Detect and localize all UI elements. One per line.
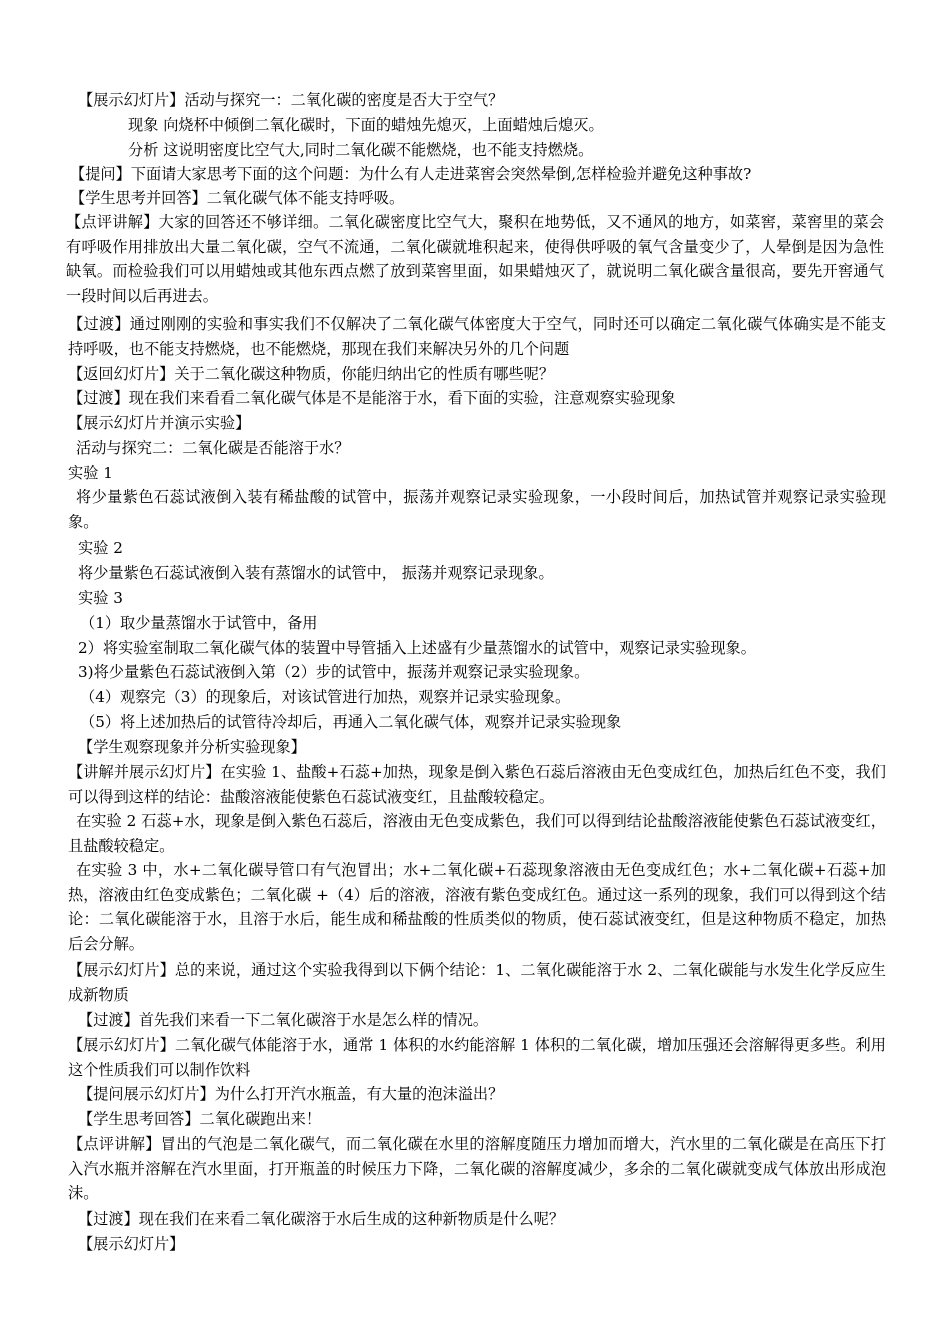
question-paragraph: 【提问】下面请大家思考下面的这个问题：为什么有人走进菜窖会突然晕倒,怎样检验并避免这种事故? [70, 165, 752, 183]
comment-paragraph-2: 【点评讲解】冒出的气泡是二氧化碳气，而二氧化碳在水里的溶解度随压力增加而增大，汽水里的二氧化碳是在高压下打入汽水瓶并溶解在汽水里面，打开瓶盖的时候压力下降，二氧化碳的溶解度减少，多余的二氧化碳就变成气体放出形成泡沫。 [68, 1135, 886, 1203]
transition-line-2: 【过渡】现在我们来看看二氧化碳气体是不是能溶于水，看下面的实验，注意观察实验现象 [68, 389, 676, 407]
return-slide-line: 【返回幻灯片】关于二氧化碳这种物质，你能归纳出它的性质有哪些呢？ [68, 365, 554, 383]
experiment-3-step-5: （5）将上述加热后的试管待冷却后，再通入二氧化碳气体，观察并记录实验现象 [80, 713, 622, 731]
slide-line-final: 【展示幻灯片】 [78, 1235, 185, 1253]
student-answer-line-2: 【学生思考回答】二氧化碳跑出来！ [78, 1110, 321, 1128]
student-observe-line: 【学生观察现象并分析实验现象】 [78, 738, 306, 756]
experiment-3-step-1: （1）取少量蒸馏水于试管中，备用 [80, 614, 318, 632]
experiment-1-label: 实验 1 [68, 464, 113, 482]
observation-line: 现象 向烧杯中倾倒二氧化碳时，下面的蜡烛先熄灭，上面蜡烛后熄灭。 [128, 116, 604, 134]
explain-paragraph-3: 在实验 3 中，水+二氧化碳导管口有气泡冒出；水+二氧化碳+石蕊现象溶液由无色变成红色；水+二氧化碳+石蕊+加热，溶液由红色变成紫色；二氧化碳 +（4）后的溶液，溶液有紫色变成红色。通过这一系列的现象，我们可以得到这个结论：二氧化碳能溶于水，且溶于水后，能生成和稀盐酸的性质类似的物质，使石蕊试液变红，但是这种物质不稳定，加热后会分解。 [68, 861, 886, 953]
comment-paragraph-1: 【点评讲解】大家的回答还不够详细。二氧化碳密度比空气大，聚积在地势低，又不通风的地方，如菜窖，菜窖里的菜会有呼吸作用排放出大量二氧化碳，空气不流通，二氧化碳就堆积起来，使得供呼吸的氧气含量变少了，人晕倒是因为急性缺氧。而检验我们可以用蜡烛或其他东西点燃了放到菜窖里面，如果蜡烛灭了，就说明二氧化碳含量很高，要先开窖通气一段时间以后再进去。 [66, 213, 884, 305]
experiment-3-step-3: 3)将少量紫色石蕊试液倒入第（2）步的试管中，振荡并观察记录实验现象。 [78, 663, 590, 681]
transition-line-3: 【过渡】首先我们来看一下二氧化碳溶于水是怎么样的情况。 [78, 1011, 489, 1029]
experiment-3-label: 实验 3 [78, 589, 123, 607]
explain-paragraph-2: 在实验 2 石蕊+水，现象是倒入紫色石蕊后，溶液由无色变成紫色，我们可以得到结论盐酸溶液能使紫色石蕊试液变红，且盐酸较稳定。 [68, 812, 886, 855]
slide-demo-line: 【展示幻灯片并演示实验】 [68, 414, 251, 432]
experiment-2-label: 实验 2 [78, 539, 123, 557]
question-slide-line: 【提问展示幻灯片】为什么打开汽水瓶盖，有大量的泡沫溢出？ [78, 1085, 504, 1103]
slide-solubility-paragraph: 【展示幻灯片】二氧化碳气体能溶于水，通常 1 体积的水约能溶解 1 体积的二氧化碳，增加压强还会溶解得更多些。利用这个性质我们可以制作饮料 [68, 1036, 886, 1079]
analysis-line: 分析 这说明密度比空气大,同时二氧化碳不能燃烧，也不能支持燃烧。 [128, 141, 594, 159]
explain-paragraph-1: 【讲解并展示幻灯片】在实验 1、盐酸+石蕊+加热，现象是倒入紫色石蕊后溶液由无色变成红色，加热后红色不变，我们可以得到这样的结论：盐酸溶液能使紫色石蕊试液变红，且盐酸较稳定。 [68, 763, 886, 806]
experiment-1-text: 将少量紫色石蕊试液倒入装有稀盐酸的试管中，振荡并观察记录实验现象，一小段时间后，加热试管并观察记录实验现象。 [68, 488, 886, 531]
experiment-2-text: 将少量紫色石蕊试液倒入装有蒸馏水的试管中， 振荡并观察记录现象。 [78, 564, 554, 582]
transition-line-4: 【过渡】现在我们在来看二氧化碳溶于水后生成的这种新物质是什么呢？ [78, 1210, 564, 1228]
slide-conclusion-paragraph: 【展示幻灯片】总的来说，通过这个实验我得到以下俩个结论：1、二氧化碳能溶于水 2、二氧化碳能与水发生化学反应生成新物质 [68, 961, 886, 1004]
slide-activity-1-line: 【展示幻灯片】活动与探究一：二氧化碳的密度是否大于空气？ [78, 91, 504, 109]
experiment-3-step-2: 2）将实验室制取二氧化碳气体的装置中导管插入上述盛有少量蒸馏水的试管中，观察记录实验现象。 [78, 639, 756, 657]
transition-paragraph-1: 【过渡】通过刚刚的实验和事实我们不仅解决了二氧化碳气体密度大于空气，同时还可以确定二氧化碳气体确实是不能支持呼吸，也不能支持燃烧，也不能燃烧，那现在我们来解决另外的几个问题 [68, 315, 886, 358]
experiment-3-step-4: （4）观察完（3）的现象后，对该试管进行加热，观察并记录实验现象。 [80, 688, 571, 706]
activity-2-title: 活动与探究二：二氧化碳是否能溶于水？ [76, 439, 350, 457]
student-answer-line: 【学生思考并回答】二氧化碳气体不能支持呼吸。 [70, 189, 405, 207]
